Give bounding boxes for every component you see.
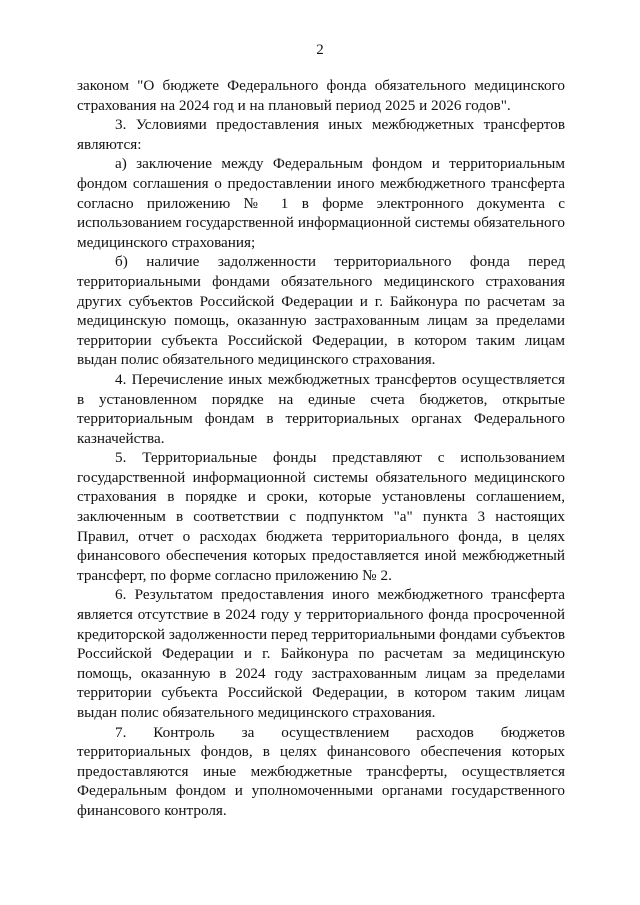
paragraph-3: 3. Условиями предоставления иных межбюджетных трансфертов являются:: [77, 116, 565, 153]
page-number: 2: [316, 42, 324, 58]
paragraph-7: 7. Контроль за осуществлением расходов бюджетов территориальных фондов, в целях финансового обеспечения которых предоставляются иные межбюджетные трансферты, осуществляется Федеральным фондом и уполномоченными органами государственного финансового контроля.: [77, 723, 565, 819]
paragraph-continuation: законом "О бюджете Федерального фонда обязательного медицинского страхования на 2024 год и на плановый период 2025 и 2026 годов".: [77, 77, 565, 114]
paragraph-4: 4. Перечисление иных межбюджетных трансфертов осуществляется в установленном порядке на единые счета бюджетов, открытые территориальным фондам в территориальных органах Федерального казначейства.: [77, 370, 565, 447]
paragraph-6: 6. Результатом предоставления иного межбюджетного трансферта является отсутствие в 2024 году у территориального фонда просроченной кредиторской задолженности перед территориальными фондами субъектов Российской Федерации и г. Байконура по расчетам за медицинскую помощь, оказанную в 2024 году застрахованным лицам за пределами территории субъекта Российской Федерации, в котором таким лицам выдан полис обязательного медицинского страхования.: [77, 586, 565, 721]
paragraph-3a: а) заключение между Федеральным фондом и территориальным фондом соглашения о предоставлении иного межбюджетного трансферта согласно приложению № 1 в форме электронного документа с использованием государственной информационной системы обязательного медицинского страхования;: [77, 155, 565, 251]
document-body: [77, 76, 565, 821]
paragraph-5: 5. Территориальные фонды представляют с использованием государственной информационной системы обязательного медицинского страхования в порядке и сроки, которые установлены соглашением, заключенным в соответствии с подпунктом "а" пункта 3 настоящих Правил, отчет о расходах бюджета территориального фонда, в целях финансового обеспечения которых предоставляется иной межбюджетный трансферт, по форме согласно приложению № 2.: [77, 449, 565, 584]
paragraph-3b: б) наличие задолженности территориального фонда перед территориальными фондами обязательного медицинского страхования других субъектов Российской Федерации и г. Байконура по расчетам за медицинскую помощь, оказанную застрахованным лицам за пределами территории субъекта Российской Федерации, в котором таким лицам выдан полис обязательного медицинского страхования.: [77, 253, 565, 369]
